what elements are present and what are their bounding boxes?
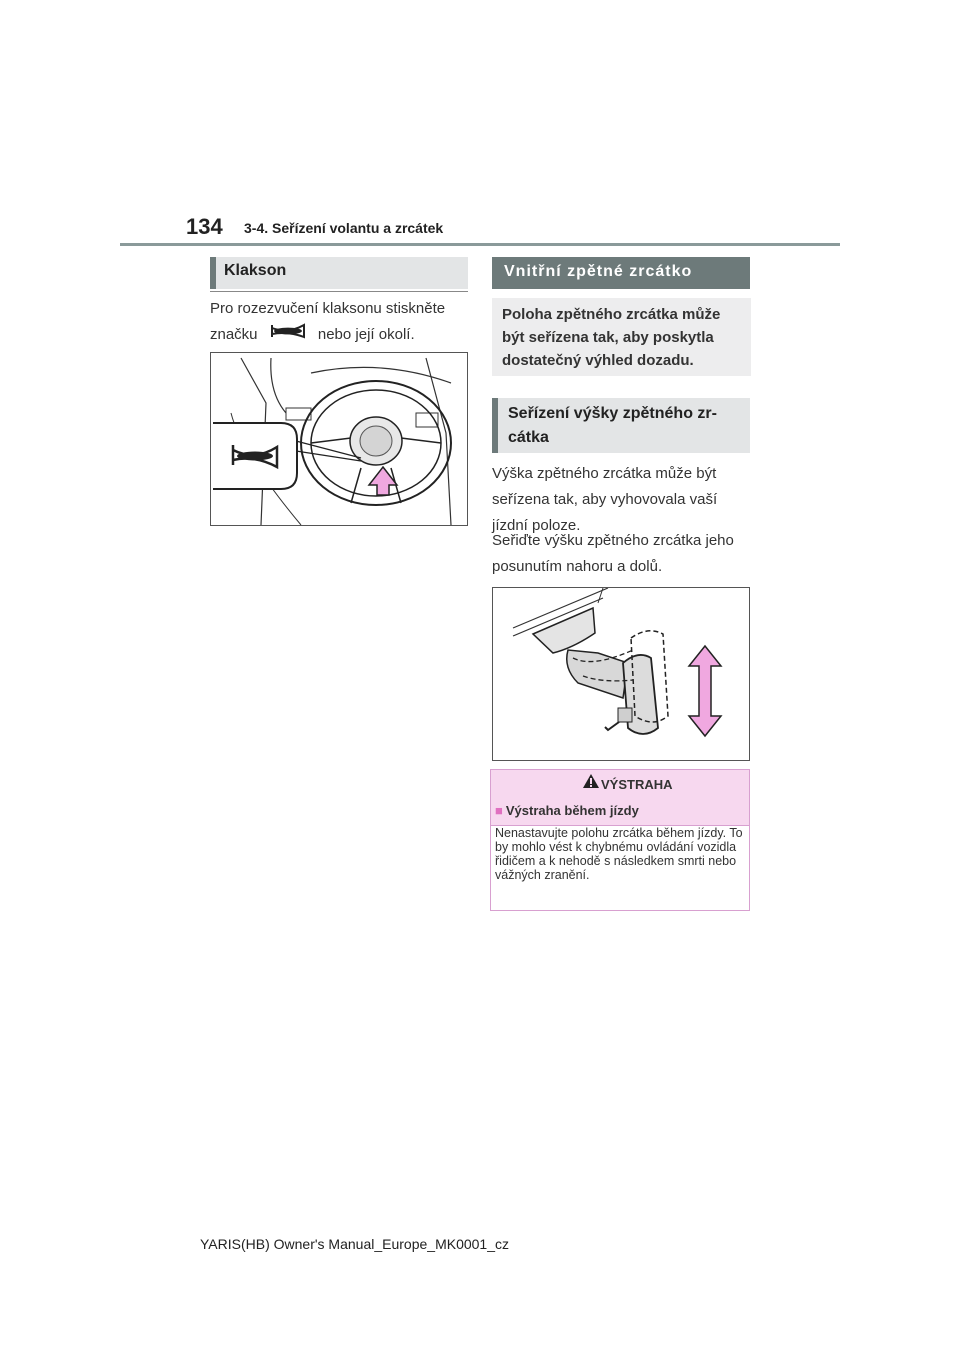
bullet-square-icon: ■ <box>495 803 503 818</box>
mirror-height-heading: Seřízení výšky zpětného zr-cátka <box>492 398 750 453</box>
warning-label: VÝSTRAHA <box>601 777 673 792</box>
header-rule <box>120 243 840 246</box>
warning-header <box>491 770 749 826</box>
page-number: 134 <box>186 214 223 239</box>
warning-triangle-icon <box>582 773 600 794</box>
klakson-text-after: nebo její okolí. <box>317 326 415 343</box>
mirror-height-text: Výška zpětného zrcátka může být seřízena tak, aby vyhovovala vaší jízdní poloze. <box>492 465 718 534</box>
mirror-section-heading: Vnitřní zpětné zrcátko <box>492 257 750 289</box>
mirror-summary: Poloha zpětného zrcátka může být seřízena tak, aby poskytla dostatečný výhled dozadu. <box>492 298 751 376</box>
mirror-adjust-text: Seřiďte výšku zpětného zrcátka jeho posunutím nahoru a dolů. <box>492 532 734 575</box>
rear-view-mirror-illustration <box>492 587 750 761</box>
steering-wheel-illustration <box>210 352 468 526</box>
klakson-heading: Klakson <box>210 257 468 289</box>
warning-box <box>490 769 750 911</box>
klakson-text-before: Pro rozezvučení klaksonu stiskněte značku <box>210 300 446 343</box>
klakson-instructions <box>210 296 470 348</box>
horn-icon <box>270 322 306 348</box>
footer-manual-id: YARIS(HB) Owner's Manual_Europe_MK0001_cz <box>200 1236 509 1252</box>
warning-text: Nenastavujte polohu zrcátka během jízdy. To by mohlo vést k chybnému ovládání vozidla řidičem a k nehodě s následkem smrti nebo vážných zranění. <box>495 826 743 882</box>
chapter-title: 3-4. Seřízení volantu a zrcátek <box>244 220 444 236</box>
section-divider <box>210 291 468 292</box>
warning-subheading: ■ Výstraha během jízdy <box>495 803 639 818</box>
